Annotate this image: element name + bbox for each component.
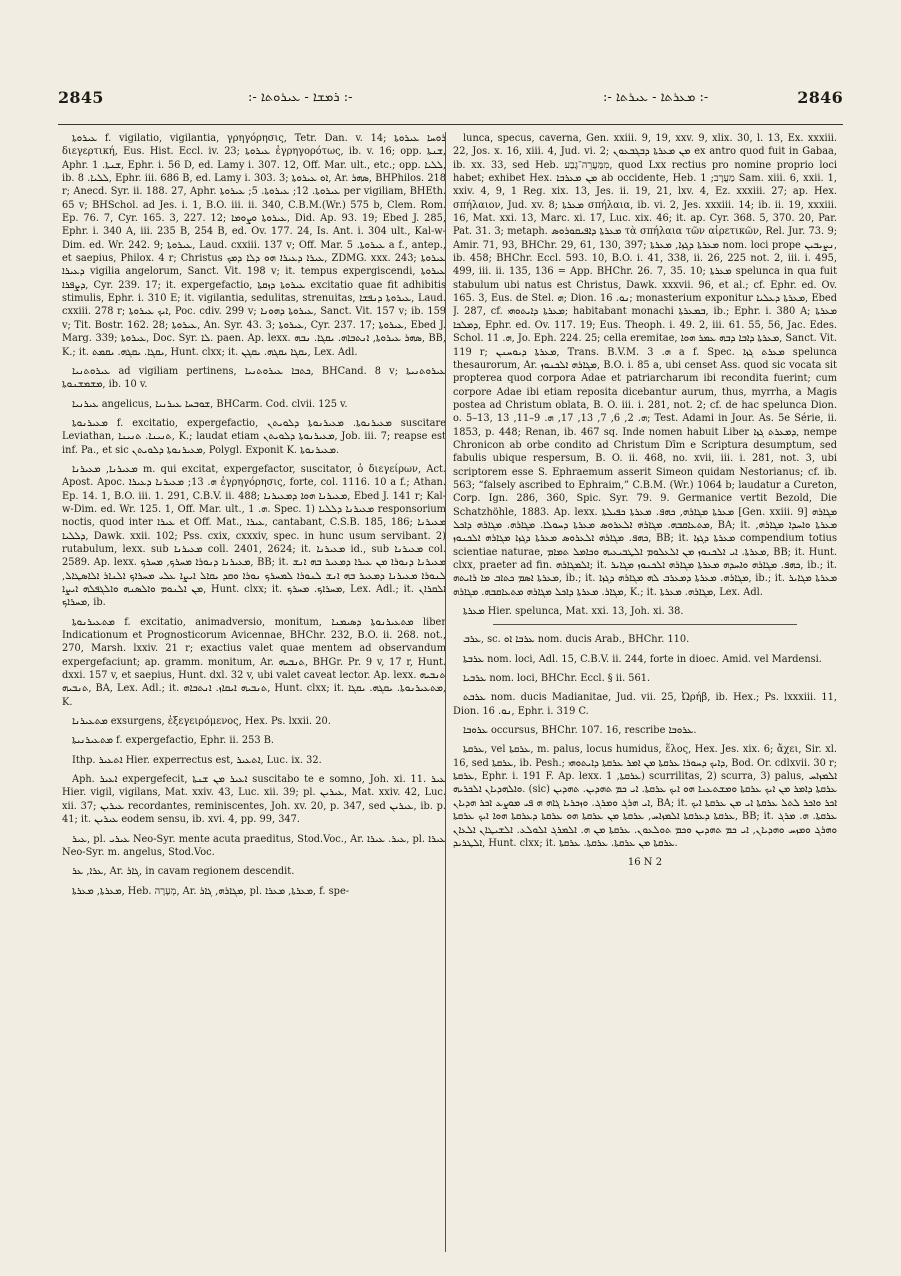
running-head-right: :- ܡܥܪܬܐ - ܥܝܪܬܐ :-: [603, 90, 709, 105]
header-rule: [58, 124, 843, 125]
entry-paragraph: ܥܝܪܢܝܐ angelicus, ܫܘܒܚܐ ܥܝܪܢܝܐ, BHCarm. Cod. clvii. 125 v.: [72, 398, 348, 410]
entry-paragraph: ܡܬܥܝܪܢܝܬܐ f. expergefactio, Ephr. ii. 253 B.: [72, 735, 275, 747]
entry-paragraph: ܥܪܐ, ܥܪ, Ar. ܓܐܪ, in cavam regionem descendit.: [72, 866, 295, 878]
entry-paragraph: ܥܪܒܝܐ nom. loci, BHChr. Eccl. § ii. 561.: [463, 673, 651, 685]
entry-paragraph: ܡܥܪܬܐ Hier. spelunca, Mat. xxi. 13, Joh. xi. 38.: [463, 606, 684, 618]
signature-mark: 16 N 2: [627, 857, 663, 869]
right-column: [453, 132, 837, 1262]
section-rule: [493, 624, 797, 625]
running-head-left: :- ܪܡܫܐ - ܥܝܪܘܬܐ :-: [248, 90, 353, 105]
entry-paragraph: ܥܝܪ, pl. ܥܝܪܝ Neo-Syr. mente acuta praeditus, Stod.Voc., Ar. ܥܝܪ. ܥܝܪܐ, pl. ܥܝܪܐ Neo-Syr. m. angelus, Stod.Voc.: [62, 833, 446, 858]
entry-paragraph: ܡܥܝܪܢܘܬܐ f. excitatio, expergefactio, ܡܥܝܪܢܘܬܐ. ܡܥܝܪܢܘܬܐ ܕܠܘܝܬܢ suscitare Leviathan, ܬܢܝܢܐ. ܬܢܝܢܐ, K.; laudat etiam ܡܥܝܪܢܘܬܐ ܕܠܘܝܬܢ, Job. iii. 7; reapse est inf. Pa., et sic ܡܥܝܪܢܘܬܐ ܕܠܘܝܬܢ, Polygl. Exponit K. ܡܥܝܪܢܘܬܐ.: [62, 417, 446, 456]
column-divider: [445, 132, 446, 1252]
page-number-left: 2845: [58, 88, 104, 107]
entry-paragraph: ܥܝܪܘܬܢܝܐ ad vigiliam pertinens, ܟܬܒܐ ܥܝܪܘܬܢܝܐ, BHCand. 8 v; ܥܝܪܘܬܢܝܬܐ ܡܫܡܫܢܘܬܐ, ib. 10 v.: [62, 365, 446, 391]
page-header: [58, 88, 843, 118]
entry-paragraph: ܥܝܪܘܬܐ f. vigilatio, vigilantia, γρηγόρησις, Tetr. Dan. v. 14; ܪܘܚܐ ܥܝܪܘܬܐ διεγερτική, Eus. Hist. Eccl. iv. 23; ܥܝܪܘܬܐ ἐγρηγορότως, ib. v. 16; opp. ܫܢܬܐ, Aphr. ܫܢܬܐ. 1, Ephr. i. 56 D, ed. Lamy i. 307. 12, Off. Mar. ult., etc.; opp. ܠܠܝܐ, ib. ܠܠܝܐ. 8, Ephr. iii. 686 B, ed. Lamy i. 303. 3; ܐܘ ܥܝܪܘܬܐ, Ar. ܣܗܪ, BHPhilos. 218 r; Anecd. Syr. ii. 188. 27, Aphr. ܥܝܪܘܬܐ. 12; ܥܝܪܘܬܐ. 5; ܥܝܪܘܬܐ per vigiliam, BHEth. 65 v; BHSchol. ad Jes. i. 1, B.O. iii. ii. 340, C.B.M.(Wr.) 575 b, Clem. Rom. Ep. 76. 7, Cyr. 165. 3, 227. 12; ܥܝܪܘܬܐ ܘܨܘܡܐ, Did. Ap. 93. 19; Ebed J. 285, Ephr. i. 340 A, iii. 235 B, 254 B, ed. Ov. 177. 24, Is. Ant. i. 304 ult., Kal-w-Dim. ed. Wr. 242. 9; ܥܝܪܘܬܐ, Laud. cxxiii. 137 v; Off. Mar. ܥܝܪܘܬܐ. 5 a f., antep., et saepius, Philox. 4 r; Christus ܥܝܪܐ ܕܥܝܪܐ ܗܘ ܕܠܐ ܕܡܟ, ZDMG. xxx. 243; ܥܝܪܘܬܐ ܕܥܝܪܐ vigilia angelorum, Sanct. Vit. 198 v; it. tempus expergiscendi, ܥܝܪܘܬܐ ܕܨܦܪܐ, Cyr. 239. 17; it. expergefactio, ܥܝܪܘܬܐ ܕܙܩܬܐ excitatio quae fit adhibitis stimulis, Ephr. i. 310 E; it. vigilantia, sedulitas, strenuitas, ܥܝܪܘܬܐ ܕܢܦܫܐ, Laud. cxxiii. 278 r; ܐܝܟ ܥܝܪܘܬܐ, Poc. cdiv. 299 v; ܥܝܪܘܬܐ ܕܗܘܢܐ, Sanct. Vit. 157 v; ib. 159 v; Tit. Bostr. 162. 28; ܥܝܪܘܬܐ, An. Syr. 43. 3; ܥܝܪܘܬܐ, Cyr. 237. 17; ܥܝܪܘܬܐ, Ebed J. Marg. 339; ܥܝܪܘܬܐ, Doc. Syr. ܠܐ. paen. Ap. lexx. ܣܗܪ ܥܝܪܘܬܐ, ܐܢܬܒܐܗ. ܝܩܓܐ. ܢܒܗ, BB, K.; it. ܝܩܓܐ. ܝܩܓܗ. ܝܩܡܬ, Hunt. clxx; it. ܝܩܓܐ ܝܩܓܗ. ܝܩܓܢ, Lex. Adl.: [62, 133, 446, 358]
entry-paragraph: ܡܬܥܝܪܢܘܬܐ f. excitatio, animadversio, monitum, ܡܬܥܝܪܢܘܬܐ ܕܣܝܡܢܐ liber Indicationum et Prognosticorum Avicennae, BHChr. 232, B.O. ii. 268. not., 270, Marsh. lxxiv. 21 r; exactius valet quae mentem ad observandum expergefaciunt; ap. gramm. monitum, Ar. ܬܢܒܝܗ, BHGr. Pr. 9 v, 17 r, Hunt. dxxi. 157 v, et saepius, Hunt. dxl. 32 v, ubi valet caveat lector. Ap. lexx. ܬܢܒܝܗ ܬܢܒܝܗ, BA, Lex. Adl.; it. ܬܢܒܝܗ ܐܝܩܐܙ. ܐܢܬܒܐܗ, Hunt. clxx; it. ܡܬܥܝܪܢܘܬܐ. ܝܩܓܗ. ܝܩܓܐ, K.: [62, 616, 446, 708]
left-column: [62, 132, 446, 1262]
entry-paragraph: ܥܪܒܬ nom. ducis Madianitae, Jud. vii. 25, Ὠρήβ, ib. Hex.; Ps. lxxxiii. 11, Dion. ܢܘ. 16, Ephr. i. 319 C.: [453, 692, 837, 717]
entry-paragraph: ܥܪܒܬܐ nom. loci, Adl. 15, C.B.V. ii. 244, forte in dioec. Amid. vel Mardensi.: [463, 653, 822, 665]
entry-paragraph: Ithp. ܐܬܥܝܪ Hier. experrectus est, ܐܬܥܝܪ, Luc. ix. 32.: [72, 754, 322, 766]
entry-paragraph: ܡܥܝܪܢܐ, ܡܥܝܪܢܐ m. qui excitat, expergefactor, suscitator, ὁ διεγείρων, Act. Apost. Apoc. ܗ. 13; ܡܥܝܪܢܐ ܕܥܝܪܐ ἐγρηγόρησις, forte, col. 1116. 10 a f.; Athan. Ep. 14. 1, B.O. iii. 1. 291, C.B.V. ii. 488; ܡܥܝܪܢܐ ܗܘܐ ܕܡܥܝܪܢܐ, Ebed J. 141 r; Kal-w-Dim. ed. Wr. 125. 1, Off. Mar. ult., ܗ. 1. Spec. 1) ܡܥܝܪܢܐ ܕܠܠܝܐ responsorium noctis, quod inter ܥܝܪܐ et Off. Mat., ܥܝܪܐ, cantabant, C.S.B. 185, 186; ܡܥܝܪܢܐ ܕܠܠܝܐ, Dawk. xxii. 102; Pss. cxix, cxxxiv, spec. in hunc usum servibant. 2) rutabulum, lexx. sub ܡܥܝܪܢܐ coll. 2401, 2624; it. ܡܥܝܪܢܐ id., sub ܡܥܝܪܢܐ col. 2589. Ap. lexx. ܡܥܝܪܢܐ ܕܢܘܪܐ ܡܚܪܟ, ܡܚܪܟ, BB; it. ܡܥܝܪܢܐ ܕܢܘܪܐ ܡܢ ܥܝܪܐ ܕܡܥܝܪ ܒܗ ܐܢܫ ܠܢܘܪܐ ܡܥܝܪܢܐ ܕܡܥܝܪ ܒܗ ܐܢܫ ܠܢܘܪܐ ܠܡܚܪܟ ܢܘܪܐ ܘܩܕ ܝܩܐܠ ܐܝܨܐ ܥܠܝ ܡܚܪܐܟ ܐܠܢܐܪ ܐܠܐܣܛܐܠ, ܡܢ ܐܠܢܘܡ ܘܐܠܣܢܗ ܘܐܠܓܦܠܗ ܐܝܨܐ, Hunt. clxx; it. ܡܚܪܐܟ. ܡܚܪܟ, Lex. Adl.; it. ܐܠܩܪܐܢ ܡܚܪܐܟ, ib.: [62, 463, 446, 609]
entry-paragraph: ܥܪܒ, sc. ܥܪܒܐ ܐܘ nom. ducis Arab., BHChr. 110.: [463, 634, 690, 646]
entry-paragraph: ܥܪܩܬܐ, vel ܥܪܩܬܐ, m. palus, locus humidus, ἕλος, Hex. Jes. xix. 6; ἄχει, Sir. xl. 16, sed ܥܪܩܬܐ, ib. Pesh.; ܕܐܝܟ ܕܚܘܪܐ ܥܪܩܬܐ ܡܢ ܐܡܪ ܥܪܩܬܐ ܕܐܝܬܘܗܝ, Bod. Or. cdlxvii. 30 r; ܥܪܩܬܐ, Ephr. i. 191 F. Ap. lexx. ܥܪܩܬܐ, 1) scurrilitas, 2) scurra, 3) palus, ܐܠܡܙܐܚ ܘܐܠܗܕܝܐܢ ܐܠܟܪܝܗ. (sic) ܥܪܩܬܐ ܕܐܡܪ ܡܢ ܐܝܟ ܥܪܩܬܐ ܘܡܫܬܥܢܐ ܗܘ ܐܝܟ ܥܪܩܬܐ. ܐܝ ܟܡ ܬܗܕܝܢ. ܬܗܕܝܢ ܐܝ ܗܪܓ ܘܡܪܓ. ܘܙܟܪܝܐ ܓܐܗ ܗ ܦܝ ܡܘܨܥ ܐܟܪ ܗܕܝܐܢ, BA; it. ܐܟܪ ܘܐܟܪ ܠܬܠ ܥܪܩܬܐ ܐܝ ܡܢ ܥܪܩܬܐ ܐܝܟ ܥܪܩܬܐ ܕܥܪܩܬܐ ܐܠܡܙܐܚ, ܥܪܩܬܐ ܡܢ ܥܪܩܬܐ ܗܘ ܥܪܩܬܐ ܕܥܪܩܬܐ ܗܘܐ ܐܝܟ ܥܪܩܬܐ, BB; it. ܥܪܩܬܐ. ܗ. ܡܪܓ ܘܗܪܓ ܘܡܙܚ ܘܗܕܝܐܢ, ܐܝ ܟܡ ܬܗܕܝܢ ܘܟܡ ܬܘܠܥܘܢ. ܥܪܩܬܐ ܡܢ ܗ. ܐܠܡܪܓ ܐܠܘܠܥ. ܐܠܫܝܛܐܢ ܐܠܥܐܢ ܐܠܛܪܝܕ, Hunt. clxx; it. ܥܪܩܬܐ ܡܢ ܥܪܩܬܐ. ܥܪܩܬܐ. ܥܪܩܬܐ.: [453, 744, 837, 849]
entry-paragraph: ܥܪܘܒܐ occursus, BHChr. 107. 16, rescribe ܥܪܘܒܐ.: [463, 725, 697, 737]
entry-paragraph: ܡܬܥܝܪܢܐ exsurgens, ἐξεγειρόμενος, Hex. Ps. lxxii. 20.: [72, 716, 331, 728]
entry-paragraph: Aph. ܐܥܝܪ expergefecit, ܐܥܝܪ ܡܢ ܫܢܬܐ suscitabo te e somno, Joh. xi. 11. ܥܝܪ Hier. vigil, vigilans, Mat. xxiv. 43, Luc. xii. 39; pl. ܥܝܪܝܢ, Mat. xxiv. 42, Luc. xii. 37; ܥܝܪܝܢ recordantes, reminiscentes, Joh. xv. 20, p. 347, sed ܥܝܪܝܢ, ib. p. 41; it. ܥܝܪܝܢ eodem sensu, ib. xvi. 4, pp. 99, 347.: [62, 774, 446, 826]
page-number-right: 2846: [797, 88, 843, 107]
entry-paragraph: lunca, specus, caverna, Gen. xxiii. 9, 19, xxv. 9, xlix. 30, l. 13, Ex. xxxiii. 22, Jos. x. 16, xiii. 4, Jud. vi. 2; ܡܢ ܡܥܪܬܐ ܕܒܓܒܥܘܢ ex antro quod fuit in Gabaa, ib. xx. 33, sed Heb. מִמַּעֲרֵה־גָבַע, quod Lxx rectius pro nomine proprio loci habet; exhibet Hex. ܡܢ ܡܥܪܒܐ ab occidente, Heb. מַעֲרָב; 1 Sam. xiii. 6, xxii. 1, xxiv. 4, 9, 1 Reg. xix. 13, Jes. ii. 19, 21, lxv. 4, Ez. xxxiii. 27; ap. Hex. σπήλαιον, Jud. xv. 8; ܡܥܪܬܐ σπήλαια, ib. vi. 2, Jes. xxxiii. 14; ib. ii. 19, xxxiii. 16, Mat. xxi. 13, Marc. xi. 17, Luc. xix. 46; it. ap. Cyr. 368. 5, 370. 20, Par. Pat. 31. 3; metaph. ܡܥܪܬܐ ܕܐܦܝܩܘܪܘܣ τὰ σπήλαια τῶν αἱρετικῶν, Rel. Jur. 73. 9; Amir. 71, 93, BHChr. 29, 61, 130, 397; ܡܥܪܬܐ ܕܓܙܐ, ܡܥܪܬܐ nom. loci prope ܢܨܝܒܝܢ, ib. 458; BHChr. Eccl. 593. 10, B.O. i. 41, 338, ii. 26, 225 not. 2, iii. i. 495, 499, iii. ii. 135, 136 = App. BHChr. 26. 7, 35. 10; ܡܥܪܬܐ spelunca in qua fuit stabulum ubi natus est Christus, Dawk. xxxvii. 96, et al.; cf. Ephr. ed. Ov. 165. 3, Eus. de Stel. ܗ; Dion. ܢܘ. 16; monasterium exponitur ܡܥܪܬܐ ܕܥܠܝܐ, Ebed J. 287, cf. ܡܥܪܬܐ ܕܐܝܬܘܗܝ; habitabant monachi ܒܡܥܪܬܐ, ib.; Ephr. i. 380 A; ܡܥܪܬܐ ܕܡܠܟܐ, Ephr. ed. Ov. 117. 19; Eus. Theoph. i. 49. 2, iii. 61. 55, 56, Jac. Edes. Schol. ܗ. 11, Jo. Eph. 224. 25; cella eremitae, ܡܥܪܬܐ ܕܐܒܐ ܕܒܗ ܥܡܪ ܗܘܐ, Sanct. Vit. 119 r; ܡܥܪܬܐ ܕܝܘܚܢܢ, Trans. B.V.M. ܗ. 3 a f. Spec. ܡܥܪܬ ܓܙܐ spelunca thesaurorum, Ar. ܡܓܐܪܗ ܐܠܟܢܘܙ, B.O. i. 85 a, ubi censet Ass. quod sic vocata sit propterea quod corpora Adae et patriarcharum ibi recondita fuerint; cum corpore Adae ibi etiam reposita dicebantur aurum, thus, myrrha, a Magis postea ad Christum oblata, B. O. iii. i. 281, not. 2; cf. de hac spelunca Dion. o. 5–13, ܗ. 2, 6, 7, 13, 17, ܗ. 9–11, 13; Test. Adami in Jour. As. 5e Série, ii. 1853, p. 448; Renan, ib. 467 sq. Inde nomen habuit Liber ܕܡܥܪܬ ܓܙܐ, nempe Chronicon ab orbe condito ad Christum Dīm e Scriptura desumptum, sed fabulis ubique respersum, B. O. ii. 468, no. xvii, iii. i. 281, not. 3, ubi scriptorem esse S. Ephraemum asserit Simeon quidam Nestorianus; cf. ib. 563; “falsely ascribed to Ephraim,” C.B.M. (Wr.) 1064 b; laudatur a Cureton, Corp. Ign. 286, 360, Spic. Syr. 79. 9. Germanice vertit Bezold, Die Schatzhöhle, 1883. Ap. lexx. ܡܥܪܬܐ ܡܓܐܪܗ, ܟܗܦ. ܡܥܪܬܐ ܟܦܝܠܬܐ [Gen. xxiii. 9] ܡܓܐܪܗ ܡܬܥܐܩܒܗ. ܡܓܐܪܗ ܐܠܥܪܘܣ ܡܥܪܬܐ ܕܚܘܠܐ. ܡܓܐܪܗ. ܡܓܐܪܗ ܕܐܟܠ, BA; it. ܡܥܪܬܐ ܘܐܚܕܐ ܡܓܐܪܗ, ܟܗܦ. ܡܓܐܪܗ ܐܠܥܪܘܣ ܡܥܪܬܐ ܕܓܙܐ ܡܓܐܪܗ ܐܠܟܢܘܙ, BB; it. ܡܥܪܬܐ ܕܓܙܐ compendium totius scientiae naturae, ܡܥܪܬܐ. ܐܝ ܐܠܟܢܘܙ ܡܢ ܐܠܥܠܘܡ ܐܠܛܒܝܥܝܗ ܘܟܐܡܠ ܬܡܐܡ, BB; it. Hunt. clxx, praeter ad fin. ܐܠܡܓܐܪܗ; it. ܟܗܦ. ܡܓܐܪܗ ܘܐܚܕܗ ܡܥܪܬܐ ܡܓܐܪܗ ܐܠܟܢܘܙ ܡܓܐܝܪ, ib.; it. ܡܥܪܬܐ ܐܣܡ ܟܬܐܒ ܡܐ ܪܐܝܬܗ, ib.; it. ܡܓܐܪܗ. ܡܥܪܬܐ ܕܡܥܪܒ ܠܗ ܡܓܐܪܗ ܕܓܙܐ, ib.; it. ܡܥܪܬܐ ܡܓܐܝܪ ܡܓܐܪ. ܡܥܪܬܐ ܕܐܟܠ ܡܓܐܪܗ ܡܬܥܐܩܒܗ. ܡܓܐܪܗ, K.; it. ܡܓܐܪܗ. ܡܥܪܬܐ, Lex. Adl.: [453, 133, 837, 598]
entry-paragraph: ܡܥܪܬܐ, ܡܥܪܬܐ, Heb. מְעָרָה, Ar. ܡܓܐܪܗ, ܓܐܪ, pl. ܡܥܪܬܐ, ܡܥܪܐ, f. spe-: [72, 885, 350, 897]
